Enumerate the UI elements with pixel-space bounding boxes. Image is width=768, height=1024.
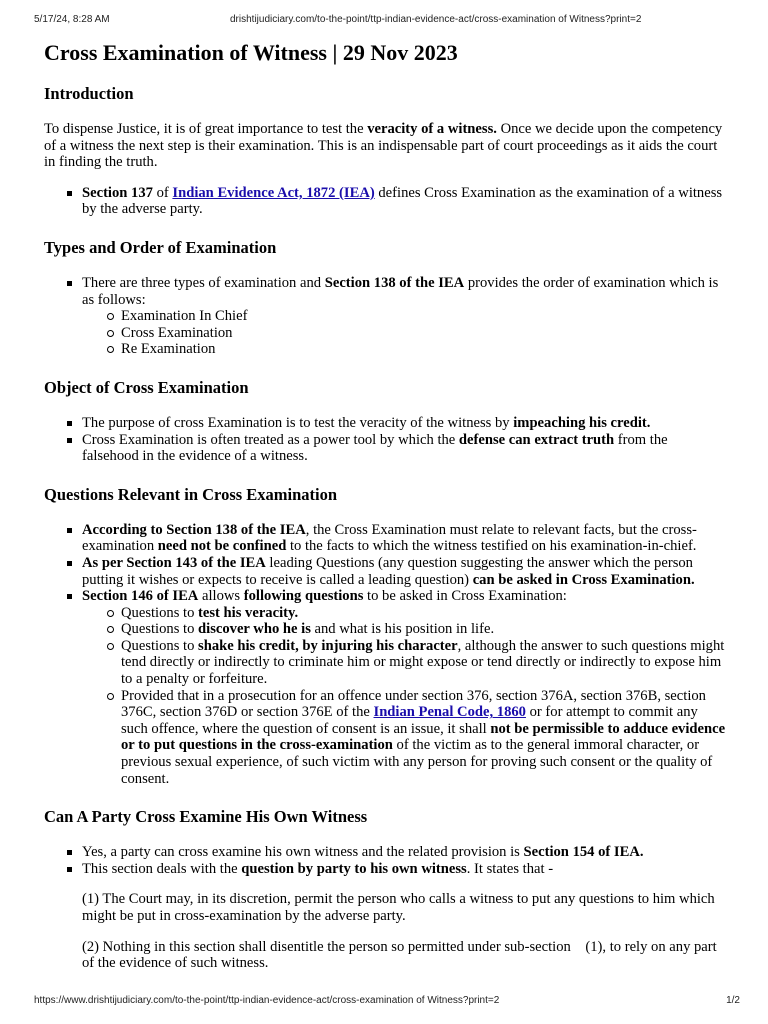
section-heading-questions: Questions Relevant in Cross Examination	[44, 484, 338, 504]
indian-evidence-act-link[interactable]: Indian Evidence Act, 1872 (IEA)	[172, 184, 375, 201]
text: The purpose of cross Examination is to test the veracity of the witness by	[82, 414, 514, 431]
examination-types-sublist	[82, 308, 728, 358]
section-154-clause-1: (1) The Court may, in its discretion, permit the person who calls a witness to put any questions to him which might be put in cross-examination by the adverse party.	[82, 891, 715, 924]
text: Cross Examination is often treated as a power tool by which the	[82, 431, 459, 448]
bold-text: question by party to his own witness	[241, 860, 467, 877]
list-item	[82, 415, 728, 432]
list-item	[82, 275, 728, 358]
text: Yes, a party can cross examine his own witness and the related provision is	[82, 844, 524, 861]
object-list	[44, 415, 728, 465]
intro-paragraph	[44, 121, 728, 171]
list-item	[82, 432, 728, 465]
bold-text: Section 154 of IEA.	[523, 844, 644, 861]
text: provides the order of examination which is as follows:	[82, 274, 719, 308]
section-146-sublist	[82, 605, 728, 788]
sublist-item: Re Examination	[121, 341, 728, 358]
text: , although the answer to such questions might tend directly or indirectly to criminate him or might expose or tend directly or indirectly to expose him to a penalty or forfeiture.	[121, 637, 725, 688]
types-list	[44, 275, 728, 358]
text: to be asked in Cross Examination:	[363, 588, 567, 605]
indian-penal-code-link[interactable]: Indian Penal Code, 1860	[373, 704, 526, 721]
section-heading-object: Object of Cross Examination	[44, 377, 249, 397]
bold-text: Section 137	[82, 184, 153, 201]
section-heading-introduction: Introduction	[44, 84, 134, 103]
list-item	[82, 861, 728, 878]
text: defines Cross Examination as the examination of a witness by the adverse party.	[82, 184, 723, 218]
text: of	[152, 184, 173, 201]
text: Questions to	[121, 621, 199, 638]
text: allows	[198, 588, 244, 605]
bold-text: discover who he is	[198, 621, 311, 638]
list-item	[82, 522, 728, 555]
text: To dispense Justice, it is of great importance to test the	[44, 121, 368, 137]
text: of the victim as to the general immoral character, or previous sexual experience, of such victim with any person for proving such consent or the quality of consent.	[121, 737, 713, 787]
intro-list	[44, 185, 728, 218]
text: to the facts to which the witness testified on his examination-in-chief.	[286, 538, 697, 555]
print-header	[34, 14, 734, 28]
text: Provided that in a prosecution for an offence under section 376, section 376A, section 376B, section 376C, section 376D or section 376E of the	[121, 687, 706, 721]
list-item	[82, 555, 728, 588]
sublist-item	[121, 621, 728, 638]
bold-text: need not be confined	[157, 538, 287, 555]
bold-text: following questions	[243, 588, 364, 605]
page-number: 1/2	[726, 995, 740, 1006]
bold-text: According to Section 138 of the IEA	[82, 521, 306, 538]
text: Once we decide upon the competency of a witness the next step is their examination. This is an indispensable part of court proceedings as it aids the court in finding the truth.	[44, 121, 723, 171]
sublist-item: Cross Examination	[121, 325, 728, 342]
sublist-item	[121, 688, 728, 788]
print-footer-url: https://www.drishtijudiciary.com/to-the-point/ttp-indian-evidence-act/cross-examination of Witness?print=2	[34, 995, 500, 1006]
section-154-clause-2: (2) Nothing in this section shall disentitle the person so permitted under sub-section (1), to rely on any part of the evidence of such witness.	[82, 938, 717, 972]
text: Questions to	[121, 637, 199, 654]
bold-text: impeaching his credit.	[513, 414, 651, 431]
sublist-item	[121, 638, 728, 688]
list-item	[82, 844, 728, 861]
bold-text: veracity of a witness.	[367, 121, 497, 137]
section-heading-types: Types and Order of Examination	[44, 237, 277, 257]
text: This section deals with the	[82, 860, 242, 877]
print-datetime: 5/17/24, 8:28 AM	[34, 14, 110, 25]
questions-list	[44, 522, 728, 788]
text: or for attempt to commit any such offence, where the question of consent is an issue, it shall	[121, 704, 698, 737]
text: There are three types of examination and	[82, 274, 325, 291]
bold-text: Section 138 of the IEA	[324, 274, 465, 291]
bold-text: shake his credit, by injuring his character	[198, 637, 458, 654]
text: Questions to	[121, 604, 199, 621]
text: . It states that -	[466, 860, 554, 877]
text: leading Questions (any question suggesting the answer which the person putting it wishes or expects to receive is called a leading question)	[82, 554, 693, 588]
own-witness-list	[44, 844, 728, 877]
bold-text: As per Section 143 of the IEA	[82, 554, 266, 571]
print-header-url: drishtijudiciary.com/to-the-point/ttp-indian-evidence-act/cross-examination of Witness?print=2	[230, 14, 642, 25]
sublist-item: Examination In Chief	[121, 308, 728, 325]
bold-text: Section 146 of IEA	[82, 588, 199, 605]
list-item	[82, 588, 728, 787]
bold-text: not be permissible to adduce evidence or to put questions in the cross-examination	[121, 720, 726, 754]
article-content	[44, 40, 728, 986]
bold-text: test his veracity.	[198, 604, 299, 621]
bold-text: defense can extract truth	[458, 431, 615, 448]
sublist-item	[121, 605, 728, 622]
page-title: Cross Examination of Witness | 29 Nov 2023	[44, 40, 458, 65]
text: , the Cross Examination must relate to relevant facts, but the cross-examination	[82, 521, 697, 555]
text: from the falsehood in the evidence of a witness.	[82, 431, 668, 465]
text: and what is his position in life.	[310, 621, 495, 638]
bold-text: can be asked in Cross Examination.	[472, 571, 695, 588]
section-heading-own-witness: Can A Party Cross Examine His Own Witness	[44, 807, 368, 827]
print-footer	[34, 995, 740, 1009]
list-item	[82, 185, 728, 218]
